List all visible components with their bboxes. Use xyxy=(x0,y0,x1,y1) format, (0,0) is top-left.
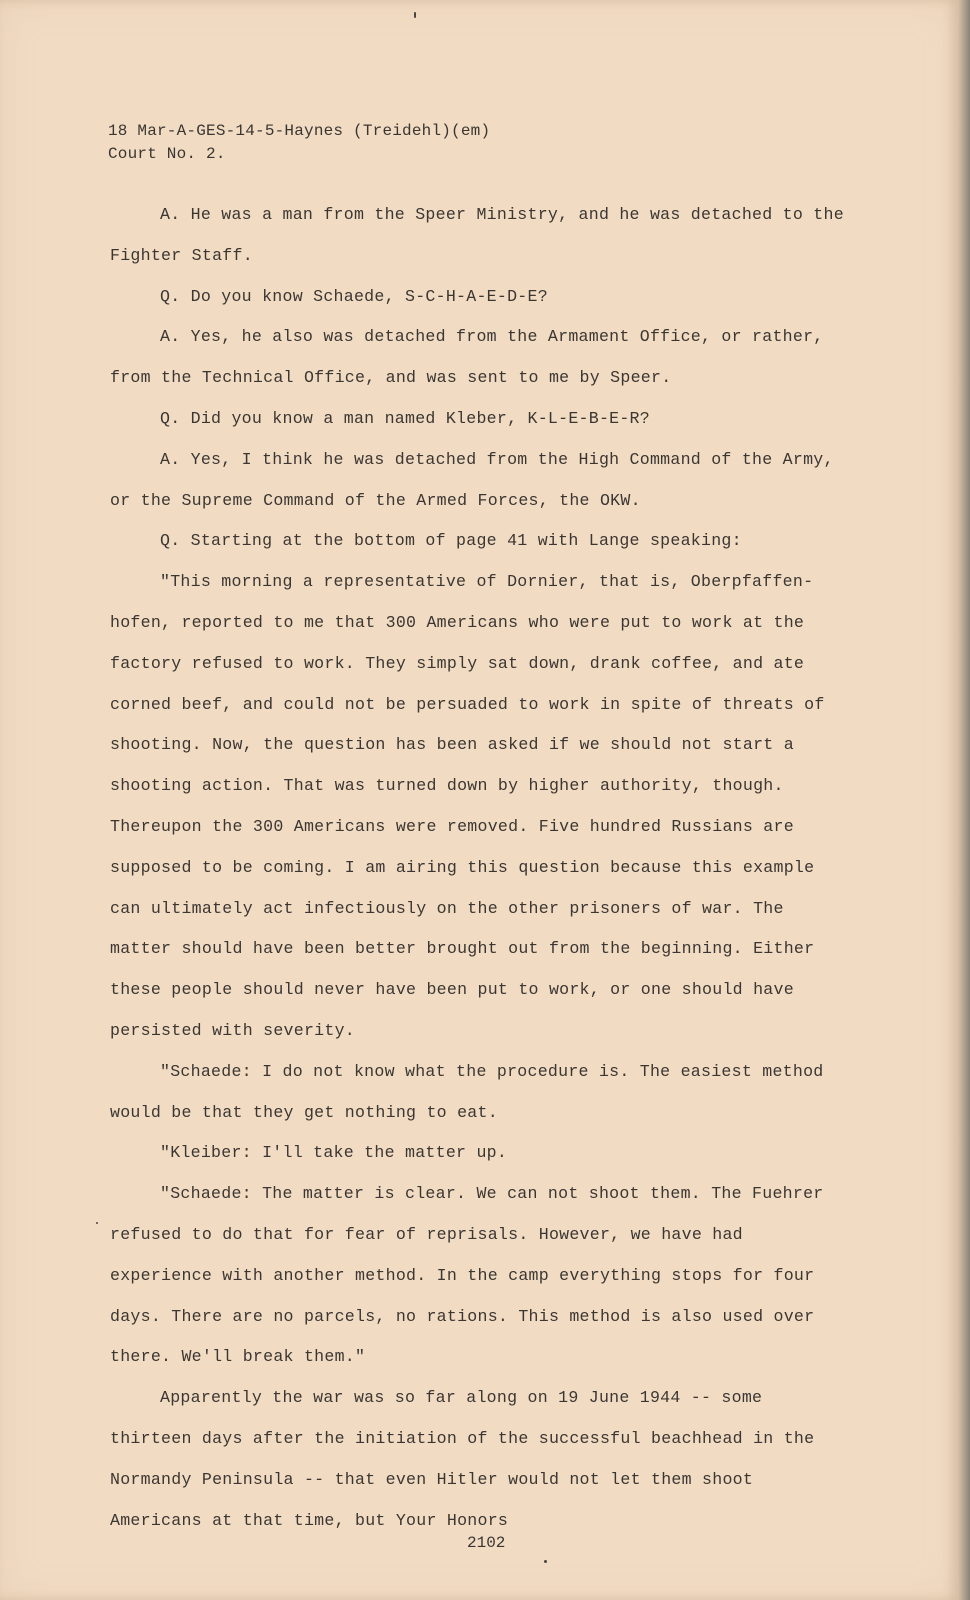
paragraph-question-2: Q. Did you know a man named Kleber, K-L-E-B-E-R? xyxy=(160,408,650,428)
transcript-body xyxy=(110,195,850,1541)
paragraph-answer-2: A. Yes, he also was detached from the Armament Office, or rather, from the Technical Office, and was sent to me by Speer. xyxy=(110,327,824,388)
paragraph-quote-kleiber: "Kleiber: I'll take the matter up. xyxy=(160,1143,508,1163)
paper-edge xyxy=(958,0,970,1600)
header-court: Court No. 2. xyxy=(108,145,226,163)
paragraph-quote-schaede-1: "Schaede: I do not know what the procedure is. The easiest method would be that they get nothing to eat. xyxy=(110,1061,824,1122)
document-header xyxy=(108,120,490,166)
paper-mark xyxy=(414,12,416,18)
paragraph-quote-lange: "This morning a representative of Dornier, that is, Oberpfaffen-hofen, reported to me that 300 Americans who were put to work at the factory refused to work. They simply sat down, drank coffee, and ate corned beef, and could not be persuaded to work in spite of threats of shooting. Now, the question has been asked if we should not start a shooting action. That was turned down by higher authority, though. Thereupon the 300 Americans were removed. Five hundred Russians are supposed to be coming. I am airing this question because this example can ultimately act infectiously on the other prisoners of war. The matter should have been better brought out from the beginning. Either these people should never have been put to work, or one should have persisted with severity. xyxy=(110,572,825,1040)
paragraph-quote-schaede-2: "Schaede: The matter is clear. We can not shoot them. The Fuehrer refused to do that for fear of reprisals. However, we have had experience with another method. In the camp everything stops for four days. There are no parcels, no rations. This method is also used over there. We'll break them." xyxy=(110,1184,824,1367)
paper-speck xyxy=(544,1560,547,1563)
paragraph-commentary: Apparently the war was so far along on 19 June 1944 -- some thirteen days after the initiation of the successful beachhead in the Normandy Peninsula -- that even Hitler would not let them shoot Americans at that time, but Your Honors xyxy=(110,1388,815,1530)
paragraph-answer-3: A. Yes, I think he was detached from the High Command of the Army, or the Supreme Command of the Armed Forces, the OKW. xyxy=(110,449,834,510)
header-reference: 18 Mar-A-GES-14-5-Haynes (Treidehl)(em) xyxy=(108,122,491,140)
paper-speck xyxy=(96,1222,98,1224)
paragraph-answer-1: A. He was a man from the Speer Ministry, and he was detached to the Fighter Staff. xyxy=(110,205,844,265)
paragraph-question-1: Q. Do you know Schaede, S-C-H-A-E-D-E? xyxy=(160,286,548,306)
page-number: 2102 xyxy=(467,1534,506,1552)
paragraph-question-3: Q. Starting at the bottom of page 41 with Lange speaking: xyxy=(160,531,742,551)
